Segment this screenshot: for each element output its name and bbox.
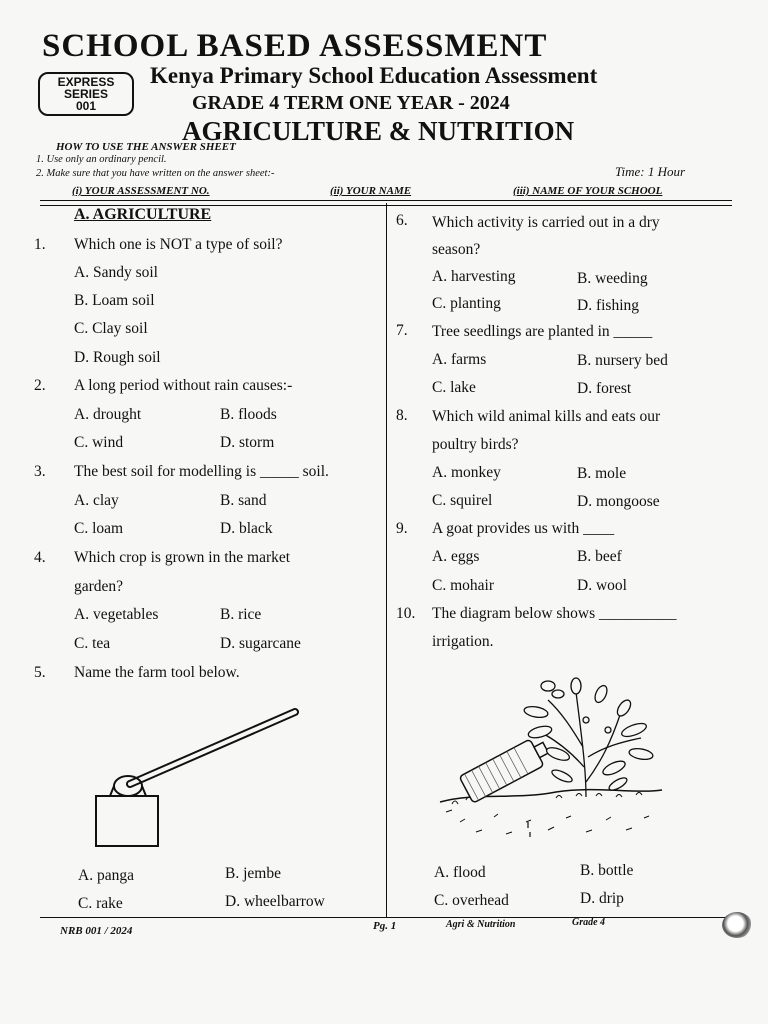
question-number: 7. [396, 322, 408, 339]
option: B. jembe [225, 865, 281, 882]
option: A. drought [74, 406, 142, 423]
question-number: 3. [34, 463, 46, 480]
option: B. nursery bed [577, 352, 668, 369]
option: C. wind [74, 434, 124, 451]
instruction-2: 2. Make sure that you have written on the answer sheet:- [36, 168, 275, 179]
instruction-1: 1. Use only an ordinary pencil. [36, 154, 167, 165]
question-text: Which one is NOT a type of soil? [74, 236, 283, 253]
option: D. drip [580, 890, 624, 907]
question-number: 9. [396, 520, 408, 537]
question-number: 1. [34, 236, 46, 253]
option: D. wheelbarrow [225, 893, 325, 910]
option: C. tea [74, 635, 111, 652]
option: A. farms [432, 351, 487, 368]
assessment-title: SCHOOL BASED ASSESSMENT [42, 28, 548, 64]
question-number: 6. [396, 212, 408, 229]
section-heading: A. AGRICULTURE [74, 206, 212, 223]
paper-code: NRB 001 / 2024 [60, 925, 133, 937]
question-number: 5. [34, 664, 46, 681]
time-allowed: Time: 1 Hour [615, 164, 686, 179]
question-text: Which crop is grown in the market [74, 549, 291, 566]
question-text: A long period without rain causes:- [74, 377, 293, 394]
subject-title: AGRICULTURE & NUTRITION [182, 116, 575, 146]
option: D. storm [220, 434, 275, 451]
footer-rule [40, 917, 732, 918]
badge-line-2: SERIES [63, 87, 108, 101]
express-series-badge [38, 72, 134, 116]
header-rule-top [40, 200, 732, 201]
option: D. mongoose [577, 493, 660, 510]
option: C. lake [432, 379, 476, 396]
option: B. floods [220, 406, 277, 423]
option: C. squirel [432, 492, 493, 509]
scan-blot [722, 912, 752, 938]
option: C. Clay soil [74, 320, 148, 337]
option: C. loam [74, 520, 124, 537]
footer-subject: Agri & Nutrition [446, 919, 516, 930]
field-school-name: (iii) NAME OF YOUR SCHOOL [513, 185, 663, 197]
option: B. beef [577, 548, 622, 565]
question-text-cont: irrigation. [432, 633, 494, 650]
question-text: Tree seedlings are planted in _____ [432, 323, 653, 340]
option: A. flood [434, 864, 486, 881]
option: D. fishing [577, 297, 639, 314]
option: B. rice [220, 606, 262, 623]
option: A. vegetables [74, 606, 159, 623]
option: D. forest [577, 380, 632, 397]
badge-line-1: EXPRESS [57, 75, 115, 89]
option: B. mole [577, 465, 627, 482]
drip-irrigation-illustration [436, 672, 666, 847]
column-divider [386, 203, 387, 917]
option: B. weeding [577, 270, 648, 287]
question-text: Which activity is carried out in a dry [432, 214, 660, 231]
field-your-name: (ii) YOUR NAME [330, 185, 412, 197]
question-number: 10. [396, 605, 416, 622]
option: B. Loam soil [74, 292, 155, 309]
option: C. rake [78, 895, 123, 912]
badge-line-3: 001 [75, 99, 97, 113]
question-text: Name the farm tool below. [74, 664, 240, 681]
grade-line: GRADE 4 TERM ONE YEAR - 2024 [192, 92, 510, 114]
option: B. sand [220, 492, 267, 509]
page-number: Pg. 1 [373, 920, 397, 932]
option: D. wool [577, 577, 627, 594]
option: A. panga [78, 867, 134, 884]
option: D. Rough soil [74, 349, 161, 366]
option: B. bottle [580, 862, 634, 879]
howto-heading: HOW TO USE THE ANSWER SHEET [56, 141, 236, 153]
question-number: 2. [34, 377, 46, 394]
question-text-cont: poultry birds? [432, 436, 519, 453]
option: C. overhead [434, 892, 509, 909]
question-number: 8. [396, 407, 408, 424]
question-text: The best soil for modelling is _____ soil. [74, 463, 329, 480]
option: D. black [220, 520, 273, 537]
footer-grade: Grade 4 [572, 917, 606, 928]
option: C. planting [432, 295, 501, 312]
question-text: Which wild animal kills and eats our [432, 408, 661, 425]
question-text-cont: season? [432, 241, 481, 258]
option: A. Sandy soil [74, 264, 158, 281]
option: A. monkey [432, 464, 501, 481]
question-number: 4. [34, 549, 46, 566]
option: A. clay [74, 492, 119, 509]
option: A. eggs [432, 548, 480, 565]
question-text: The diagram below shows __________ [432, 605, 677, 622]
option: A. harvesting [432, 268, 516, 285]
jembe-illustration [90, 700, 310, 860]
option: D. sugarcane [220, 635, 301, 652]
exam-body-title: Kenya Primary School Education Assessment [150, 63, 598, 88]
question-text: A goat provides us with ____ [432, 520, 615, 537]
field-assessment-no: (i) YOUR ASSESSMENT NO. [72, 185, 210, 197]
question-text-cont: garden? [74, 578, 124, 595]
option: C. mohair [432, 577, 494, 594]
